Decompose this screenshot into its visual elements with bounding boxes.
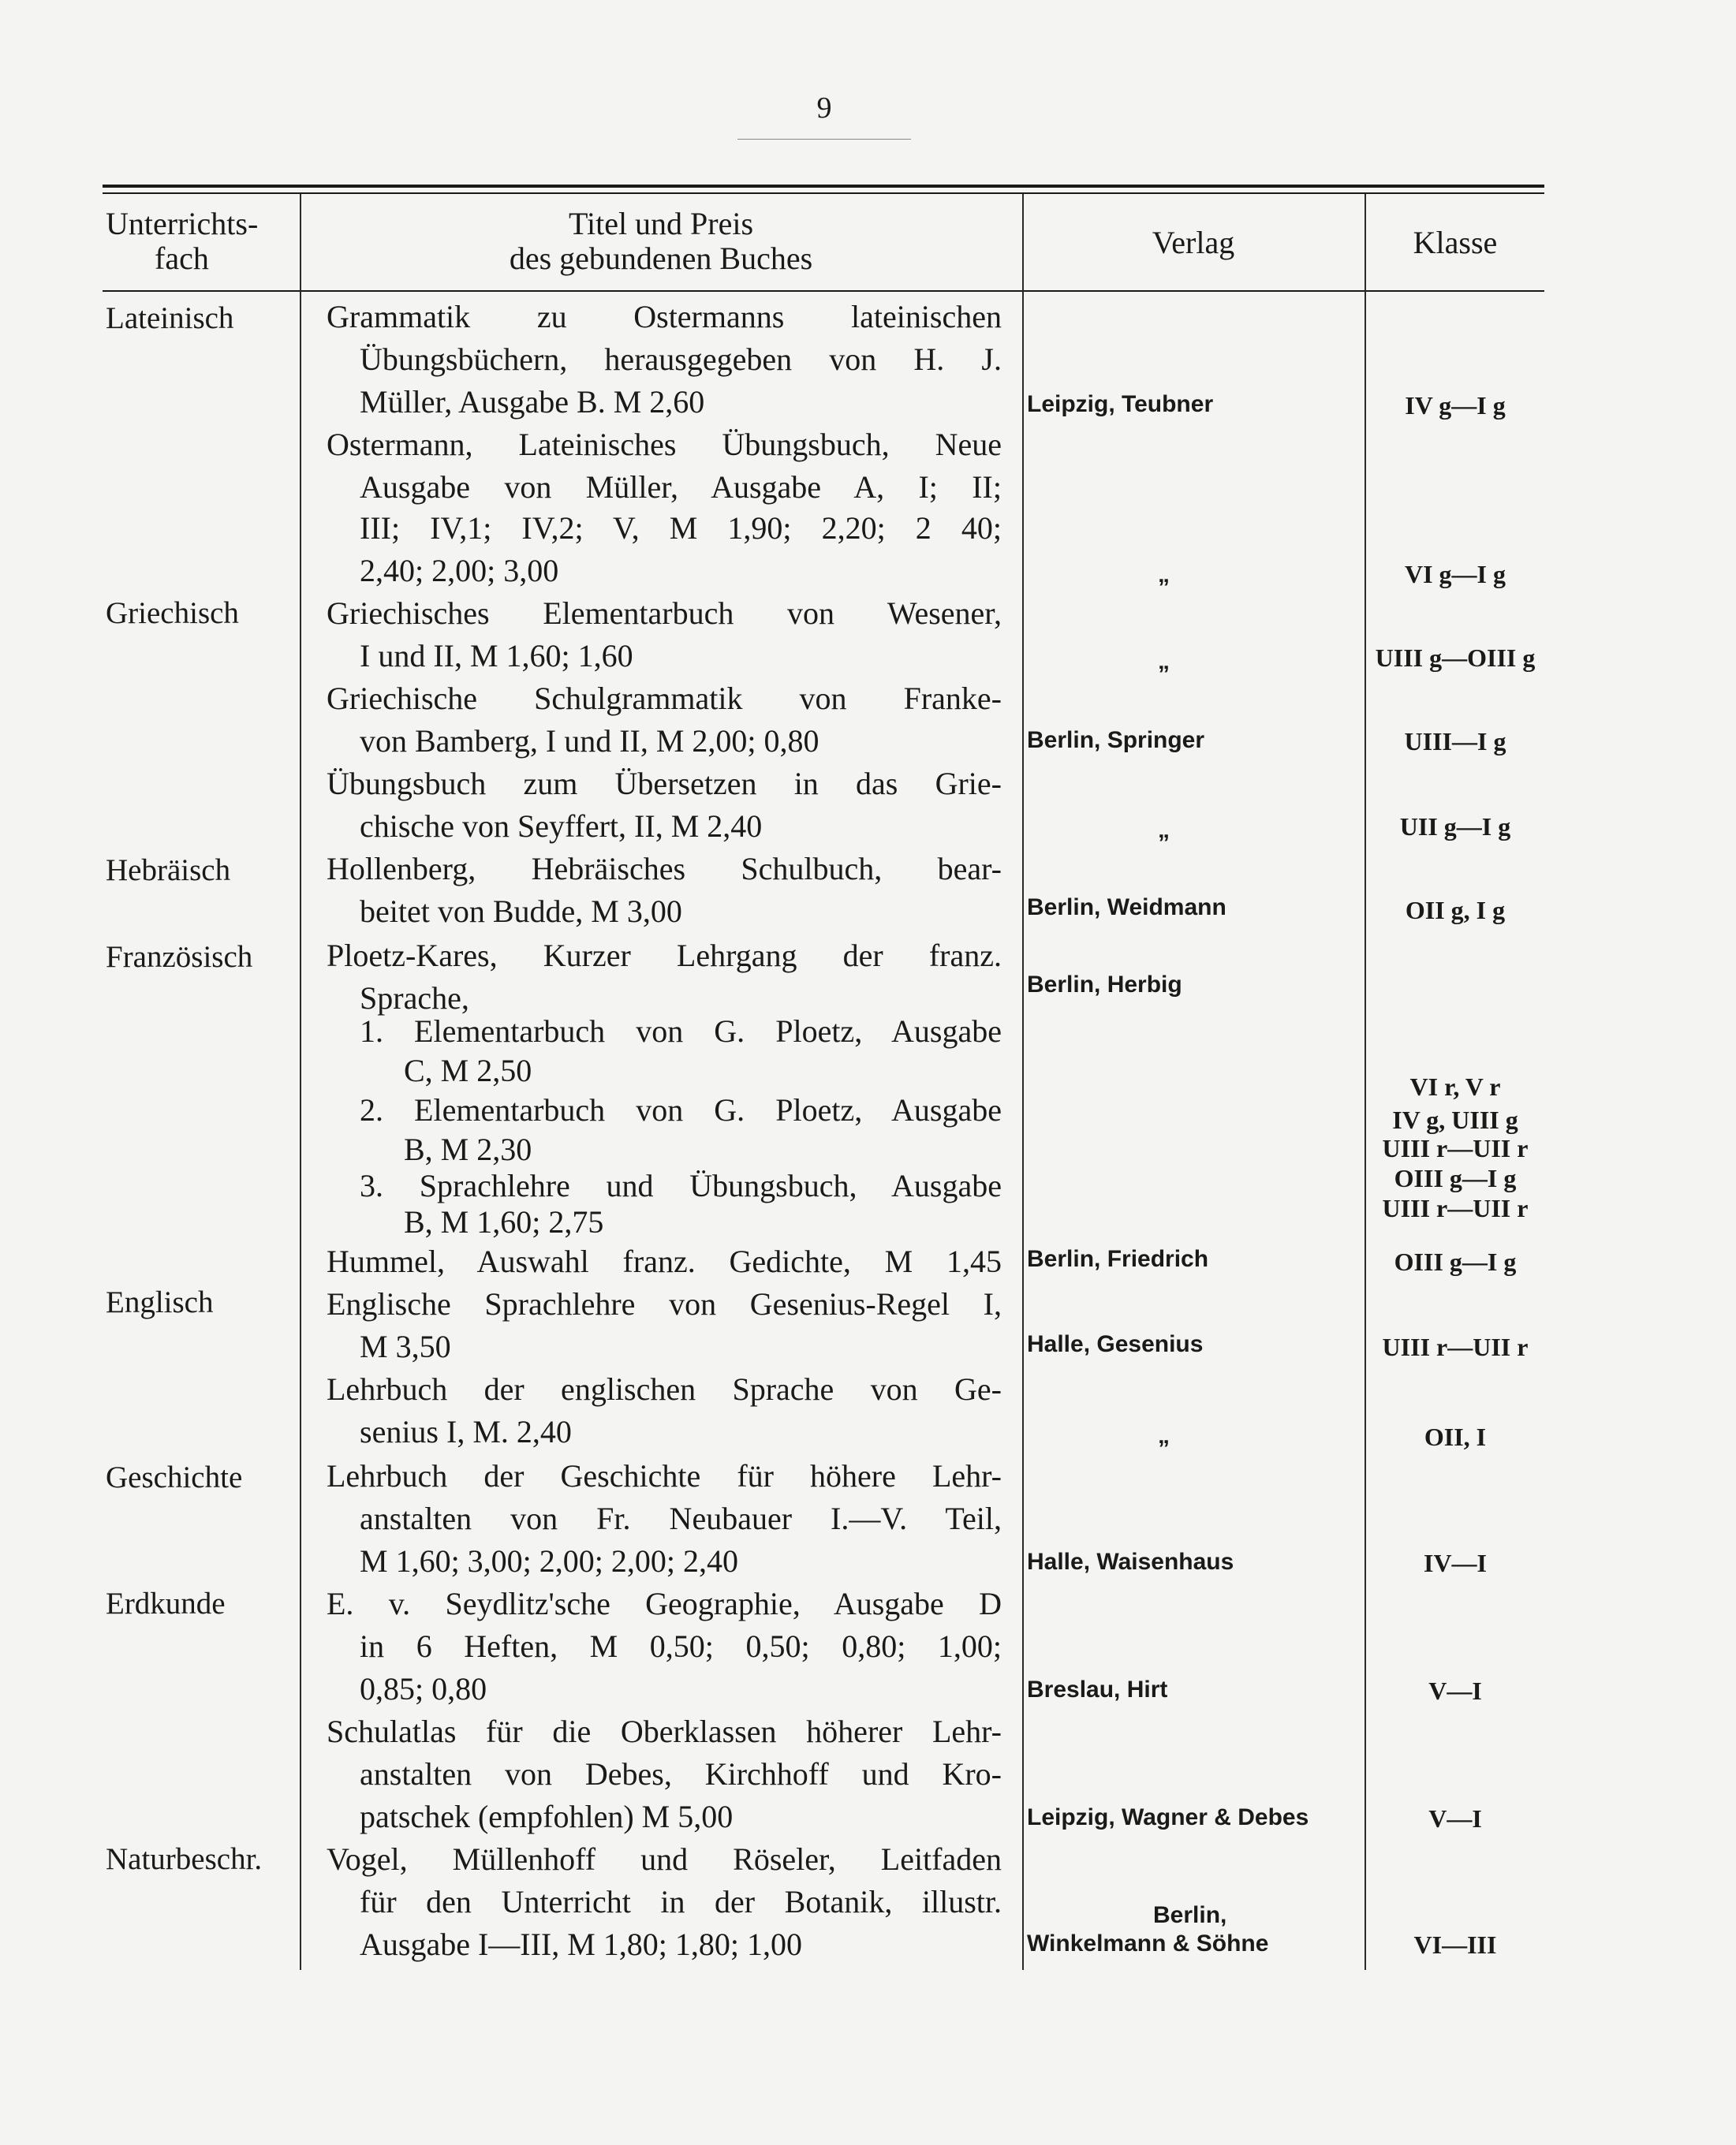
grade-entry: UIII r—UII r [1382,1333,1529,1361]
table-top-rule-thin [103,192,1544,194]
title-line: Hummel, Auswahl franz. Gedichte, M 1,45 [327,1244,1002,1279]
subject-geschichte: Geschichte [106,1460,243,1494]
title-line: 0,85; 0,80 [360,1671,487,1707]
grade-entry: IV g—I g [1405,391,1506,420]
grade-entry: V—I [1428,1804,1482,1833]
title-line: Ausgabe I—III, M 1,80; 1,80; 1,00 [360,1927,803,1962]
title-line: C, M 2,50 [404,1053,532,1088]
title-line: anstalten von Debes, Kirchhoff und Kro- [360,1756,1002,1792]
title-line: E. v. Seydlitz'sche Geographie, Ausgabe D [327,1586,1002,1621]
grade-entry: IV—I [1423,1549,1487,1577]
title-line: Griechisches Elementarbuch von Wesener, [327,595,1002,631]
title-line: Ploetz-Kares, Kurzer Lehrgang der franz. [327,938,1002,973]
publisher-entry: Leipzig, Teubner [1027,391,1214,417]
header-title [303,207,1019,276]
title-line: senius I, M. 2,40 [360,1414,572,1449]
title-line: Lehrbuch der Geschichte für höhere Lehr- [327,1458,1002,1494]
header-title-line1: Titel und Preis [568,206,754,241]
title-line: chische von Seyffert, II, M 2,40 [360,808,763,844]
ditto-mark: „ [1158,1423,1170,1449]
title-line: beitet von Budde, M 3,00 [360,893,682,929]
table-top-rule-thick [103,185,1544,188]
title-line: Müller, Ausgabe B. M 2,60 [360,384,705,420]
page-number: 9 [816,91,832,125]
publisher-entry: Berlin, Weidmann [1027,894,1226,920]
title-line: 2. Elementarbuch von G. Ploetz, Ausgabe [360,1092,1002,1128]
title-line: 1. Elementarbuch von G. Ploetz, Ausgabe [360,1013,1002,1049]
publisher-entry: Halle, Gesenius [1027,1331,1204,1357]
subject-griechisch: Griechisch [106,596,239,630]
title-line: III; IV,1; IV,2; V, M 1,90; 2,20; 2 40; [360,510,1002,546]
publisher-entry: Leipzig, Wagner & Debes [1027,1804,1309,1830]
header-separator [103,290,1544,292]
grade-entry: OIII g—I g [1394,1164,1517,1192]
grade-entry: V—I [1428,1677,1482,1705]
header-publisher: Verlag [1152,225,1235,260]
page-number-underline [737,139,911,140]
title-line: Ausgabe von Müller, Ausgabe A, I; II; [360,469,1002,505]
header-title-line2: des gebundenen Buches [509,241,813,276]
grade-entry: OIII g—I g [1394,1248,1517,1276]
publisher-entry: Berlin, Friedrich [1027,1246,1209,1272]
publisher-entry: Berlin, Herbig [1027,972,1182,998]
title-line: Sprache, [360,980,469,1016]
title-line: patschek (empfohlen) M 5,00 [360,1799,734,1834]
title-line: Grammatik zu Ostermanns lateinischen [327,299,1002,334]
publisher-entry: Winkelmann & Söhne [1027,1930,1269,1957]
column-divider-publisher [1365,194,1366,1970]
subject-englisch: Englisch [106,1285,214,1319]
title-line: Lehrbuch der englischen Sprache von Ge- [327,1371,1002,1407]
title-line: Schulatlas für die Oberklassen höherer Lehr- [327,1714,1002,1749]
subject-franzoesisch: Französisch [106,940,253,974]
grade-entry: VI r, V r [1409,1072,1501,1101]
publisher-entry: Berlin, Springer [1027,727,1205,753]
title-line: Übungsbuch zum Übersetzen in das Grie- [327,766,1002,801]
header-grade: Klasse [1413,225,1498,260]
subject-hebraeisch: Hebräisch [106,853,231,887]
column-divider-subject [300,194,301,1970]
grade-entry: IV g, UIII g [1392,1106,1518,1134]
publisher-entry: Halle, Waisenhaus [1027,1549,1234,1575]
grade-entry: OII g, I g [1405,896,1506,924]
title-line: M 3,50 [360,1329,451,1364]
title-line: Hollenberg, Hebräisches Schulbuch, bear- [327,851,1002,886]
ditto-mark: „ [1158,817,1170,843]
ditto-mark: „ [1158,561,1170,588]
title-line: I und II, M 1,60; 1,60 [360,638,633,673]
grade-entry: UII g—I g [1399,812,1511,841]
grade-entry: UIII r—UII r [1382,1194,1529,1222]
publisher-entry: Breslau, Hirt [1027,1677,1168,1703]
publisher-entry: Berlin, [1153,1902,1227,1928]
title-line: Ostermann, Lateinisches Übungsbuch, Neue [327,427,1002,462]
column-divider-title [1022,194,1024,1970]
header-subject-line1: Unterrichts- [106,206,259,241]
ditto-mark: „ [1158,648,1170,674]
grade-entry: UIII g—OIII g [1375,644,1536,672]
title-line: B, M 1,60; 2,75 [404,1204,604,1240]
title-line: Griechische Schulgrammatik von Franke- [327,681,1002,716]
title-line: 2,40; 2,00; 3,00 [360,553,559,588]
grade-entry: UIII—I g [1404,727,1506,755]
title-line: B, M 2,30 [404,1132,532,1167]
grade-entry: OII, I [1424,1423,1487,1451]
title-line: für den Unterricht in der Botanik, illustr. [360,1884,1002,1919]
title-line: Vogel, Müllenhoff und Röseler, Leitfaden [327,1841,1002,1877]
header-subject [106,207,295,276]
title-line: von Bamberg, I und II, M 2,00; 0,80 [360,723,819,759]
subject-naturbeschr: Naturbeschr. [106,1842,263,1876]
title-line: anstalten von Fr. Neubauer I.—V. Teil, [360,1501,1002,1536]
title-line: M 1,60; 3,00; 2,00; 2,00; 2,40 [360,1543,739,1579]
grade-entry: VI—III [1413,1930,1497,1959]
title-line: Englische Sprachlehre von Gesenius-Regel I, [327,1286,1002,1322]
title-line: Übungsbüchern, herausgegeben von H. J. [360,341,1002,377]
grade-entry: VI g—I g [1404,560,1506,588]
grade-entry: UIII r—UII r [1382,1134,1529,1162]
header-subject-line2: fach [155,241,209,276]
subject-erdkunde: Erdkunde [106,1587,226,1621]
title-line: 3. Sprachlehre und Übungsbuch, Ausgabe [360,1168,1002,1203]
title-line: in 6 Heften, M 0,50; 0,50; 0,80; 1,00; [360,1628,1002,1664]
subject-latein: Lateinisch [106,301,234,335]
